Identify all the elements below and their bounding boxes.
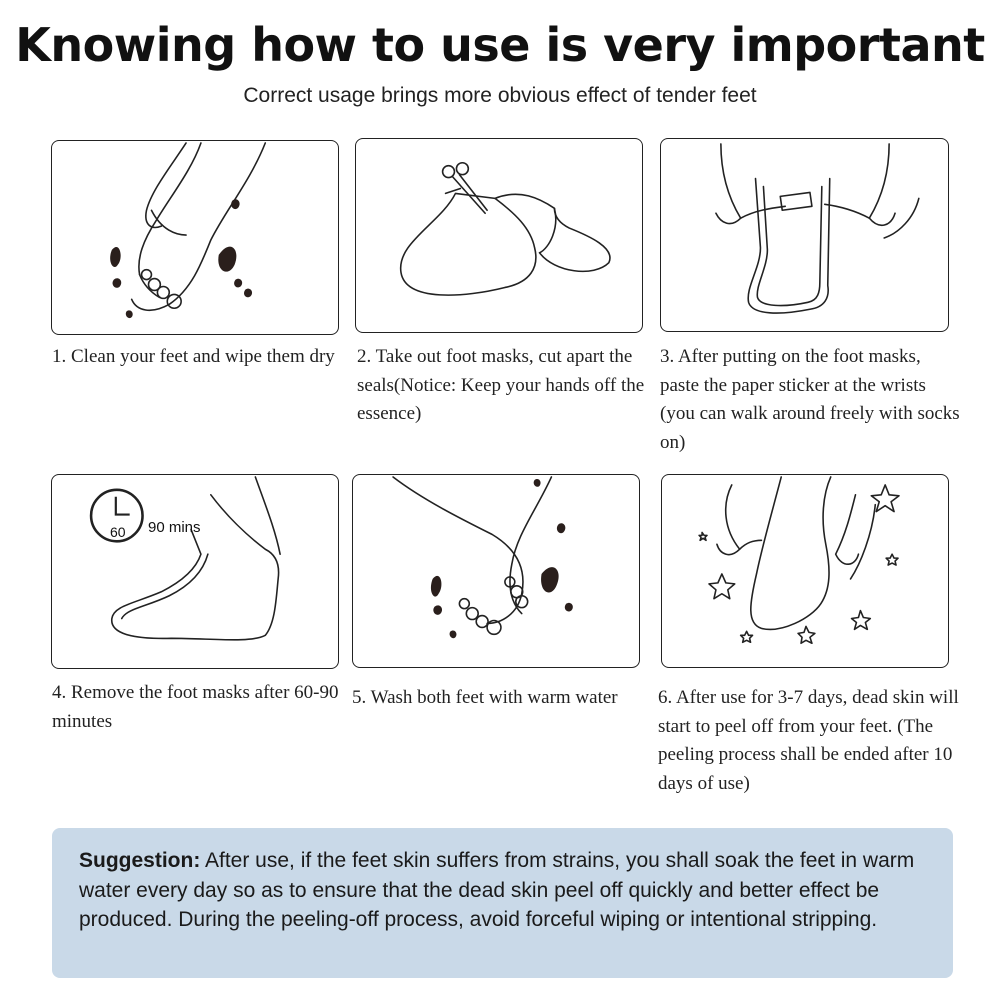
page-subtitle: Correct usage brings more obvious effect of tender feet	[243, 84, 757, 107]
step-1-caption: 1. Clean your feet and wipe them dry	[52, 346, 335, 367]
timer-foot-mask-icon	[52, 475, 338, 668]
step-4-panel	[51, 474, 339, 669]
sock-sticker-icon	[661, 139, 948, 331]
step-5-caption: 5. Wash both feet with warm water	[352, 687, 618, 708]
step-3-caption: 3. After putting on the foot masks, paste the paper sticker at the wrists (you can walk around freely with socks on)	[660, 346, 960, 453]
step-2-caption: 2. Take out foot masks, cut apart the seals(Notice: Keep your hands off the essence)	[357, 346, 645, 424]
feet-washing-icon	[353, 475, 639, 667]
suggestion-box	[52, 828, 953, 978]
suggestion-label: Suggestion:	[79, 849, 201, 872]
step-4-caption: 4. Remove the foot masks after 60-90 minutes	[52, 682, 339, 732]
suggestion-text: After use, if the feet skin suffers from strains, you shall soak the feet in warm water every day so as to ensure that the dead skin peel off quickly and better effect be produced. During the peeling-off process, avoid forceful wiping or intentional stripping.	[79, 849, 915, 931]
timer-label: 90 mins	[148, 519, 201, 536]
feet-washing-icon	[52, 141, 338, 334]
step-6-panel	[661, 474, 949, 668]
step-6-caption: 6. After use for 3-7 days, dead skin will start to peel off from your feet. (The peeling process shall be ended after 10 days of use)	[658, 687, 959, 794]
step-1-panel	[51, 140, 339, 335]
page-title: Knowing how to use is very important	[15, 18, 985, 72]
scissors-foot-mask-icon	[356, 139, 642, 332]
timer-value: 60	[110, 524, 126, 540]
step-2-panel	[355, 138, 643, 333]
sparkling-feet-icon	[662, 475, 948, 667]
step-3-panel	[660, 138, 949, 332]
step-5-panel	[352, 474, 640, 668]
